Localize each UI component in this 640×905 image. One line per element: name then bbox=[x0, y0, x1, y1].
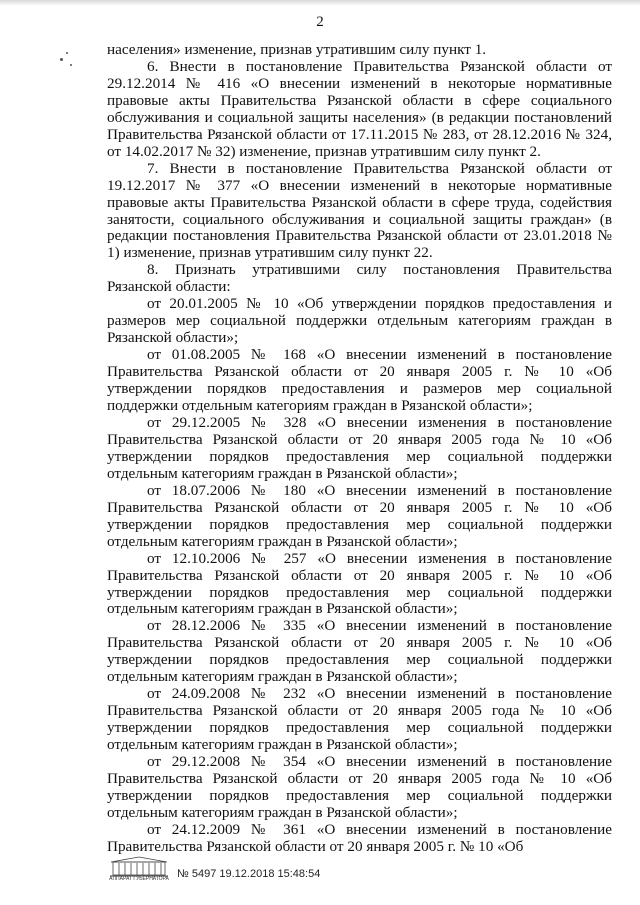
scan-speck bbox=[60, 58, 63, 61]
page-number: 2 bbox=[316, 14, 324, 30]
list-item: от 29.12.2005 № 328 «О внесении изменения в постановление Правительства Рязанской области от 20 января 2005 года № 10 «Об утверждении порядков предоставления мер социальной поддержки отдельным категориям граждан в Рязанской области»; bbox=[107, 413, 612, 482]
paragraph-item-6: 6. Внести в постановление Правительства Рязанской области от 29.12.2014 № 416 «О внесении изменений в некоторые нормативные правовые акты Правительства Рязанской области в сфере социального обслуживания и социальной защиты населения» (в редакции постановлений Правительства Рязанской области от 17.11.2015 № 283, от 28.12.2016 № 324, от 14.02.2017 № 32) изменение, признав утратившим силу пункт 2. bbox=[107, 57, 612, 160]
paragraph-continuation: населения» изменение, признав утратившим силу пункт 1. bbox=[107, 41, 487, 58]
document-body bbox=[107, 42, 612, 856]
paragraph-item-8: 8. Признать утратившими силу постановления Правительства Рязанской области: bbox=[107, 261, 612, 296]
list-item: от 01.08.2005 № 168 «О внесении изменений в постановление Правительства Рязанской области от 20 января 2005 г. № 10 «Об утверждении порядков предоставления и размеров мер социальной поддержки отдельным категориям граждан в Рязанской области»; bbox=[107, 346, 612, 415]
scan-speck bbox=[66, 52, 68, 54]
registration-stamp: № 5497 19.12.2018 15:48:54 bbox=[177, 868, 321, 880]
scan-speck bbox=[70, 64, 72, 66]
paragraph-item-7: 7. Внести в постановление Правительства Рязанской области от 19.12.2017 № 377 «О внесении изменений в некоторые нормативные правовые акты Правительства Рязанской области в сфере труда, содействия занятости, социального обслуживания и социальной защиты граждан» (в редакции постановления Правительства Рязанской области от 23.01.2018 № 1) изменение, признав утратившим силу пункт 22. bbox=[107, 159, 612, 262]
list-item: от 20.01.2005 № 10 «Об утверждении порядков предоставления и размеров мер социальной поддержки отдельным категориям граждан в Рязанской области»; bbox=[107, 295, 612, 347]
list-item: от 12.10.2006 № 257 «О внесении изменения в постановление Правительства Рязанской области от 20 января 2005 г. № 10 «Об утверждении порядков предоставления мер социальной поддержки отдельным категориям граждан в Рязанской области»; bbox=[107, 549, 612, 618]
list-item: от 28.12.2006 № 335 «О внесении изменений в постановление Правительства Рязанской области от 20 января 2005 г. № 10 «Об утверждении порядков предоставления мер социальной поддержки отдельным категориям граждан в Рязанской области»; bbox=[107, 617, 612, 686]
document-footer bbox=[107, 856, 427, 888]
list-item: от 18.07.2006 № 180 «О внесении изменений в постановление Правительства Рязанской области от 20 января 2005 г. № 10 «Об утверждении порядков предоставления мер социальной поддержки отдельным категориям граждан в Рязанской области»; bbox=[107, 481, 612, 550]
seal-caption: АППАРАТ ГУБЕРНАТОРА bbox=[109, 876, 169, 882]
list-item: от 24.12.2009 № 361 «О внесении изменений в постановление Правительства Рязанской области от 20 января 2005 г. № 10 «Об bbox=[107, 820, 612, 855]
list-item: от 24.09.2008 № 232 «О внесении изменений в постановление Правительства Рязанской области от 20 января 2005 года № 10 «Об утверждении порядков предоставления мер социальной поддержки отдельным категориям граждан в Рязанской области»; bbox=[107, 685, 612, 754]
list-item: от 29.12.2008 № 354 «О внесении изменений в постановление Правительства Рязанской области от 20 января 2005 года № 10 «Об утверждении порядков предоставления мер социальной поддержки отдельным категориям граждан в Рязанской области»; bbox=[107, 753, 612, 821]
scan-edge-shadow bbox=[0, 0, 640, 6]
